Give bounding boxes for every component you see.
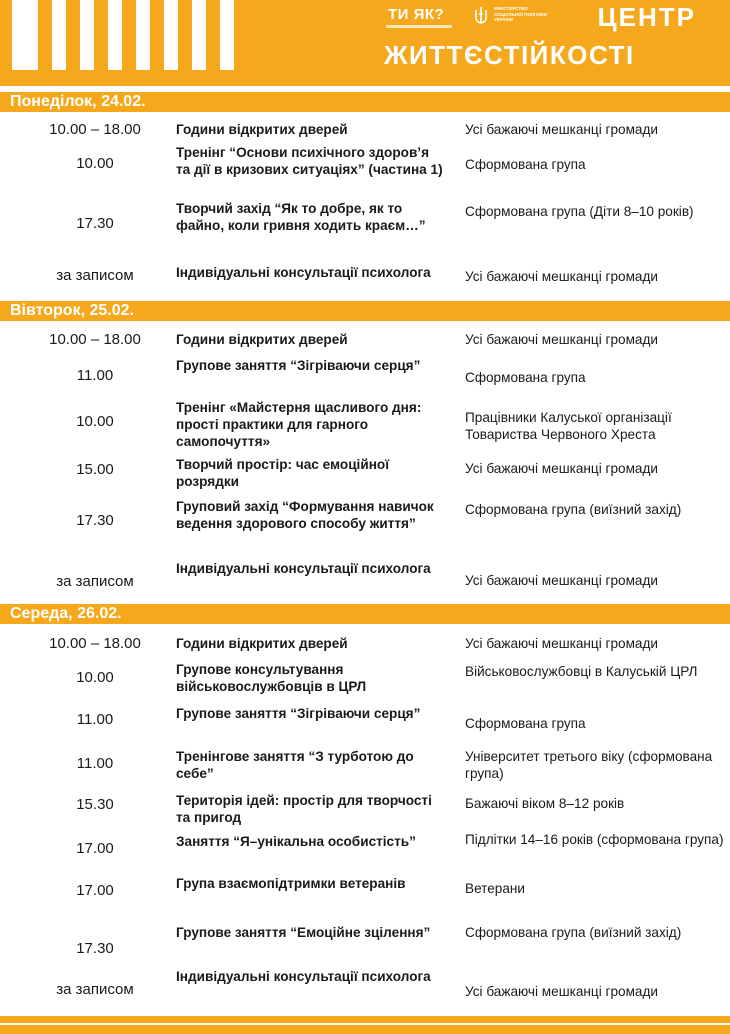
footer-bar	[0, 1016, 730, 1034]
row-audience: Сформована група	[465, 157, 586, 172]
row-title: Групове заняття “Зігріваючи серця”	[176, 706, 421, 721]
row-audience: Університет третього віку (сформована група)	[465, 749, 713, 781]
row-title: Груповий захід “Формування навичок ведення здорового способу життя”	[176, 499, 434, 531]
row-time: 11.00	[76, 755, 114, 772]
row-audience: Підлітки 14–16 років (сформована група)	[465, 832, 724, 847]
center-title-line1: ЦЕНТР	[597, 2, 696, 32]
row-time: за записом	[56, 981, 134, 998]
stripes-decoration	[12, 0, 248, 70]
row-audience: Сформована група (виїзний захід)	[465, 925, 682, 940]
row-time: 10.00 – 18.00	[49, 635, 141, 652]
row-time: 10.00	[76, 413, 114, 430]
row-time: 17.00	[76, 882, 114, 899]
row-title: Групове заняття “Емоційне зцілення”	[176, 925, 431, 940]
row-title: Індивідуальні консультації психолога	[176, 969, 431, 984]
row-audience: Військовослужбовці в Калуській ЦРЛ	[465, 664, 698, 679]
row-title: Групове заняття “Зігріваючи серця”	[176, 358, 421, 373]
row-time: 15.00	[76, 461, 114, 478]
row-audience: Працівники Калуської організації Товариства Червоного Хреста	[465, 410, 672, 442]
row-title: Група взаємопідтримки ветеранів	[176, 876, 406, 891]
row-title: Тренінгове заняття “З турботою до себе”	[176, 749, 414, 781]
day-header-wednesday	[0, 602, 730, 624]
row-time: 17.30	[76, 940, 114, 957]
row-title: Години відкритих дверей	[176, 636, 348, 651]
row-title: Тренінг «Майстерня щасливого дня: прості практики для гарного самопочуття»	[176, 400, 422, 449]
row-time: 10.00	[76, 155, 114, 172]
row-audience: Усі бажаючі мешканці громади	[465, 269, 659, 284]
row-audience: Сформована група (виїзний захід)	[465, 502, 682, 517]
row-time: 10.00	[76, 669, 114, 686]
tiyak-logo-underline	[386, 25, 452, 28]
day-label: Понеділок, 24.02.	[10, 93, 146, 110]
row-title: Години відкритих дверей	[176, 122, 348, 137]
day-label: Вівторок, 25.02.	[10, 302, 134, 319]
row-title: Заняття “Я–унікальна особистість”	[176, 834, 416, 849]
row-audience: Сформована група (Діти 8–10 років)	[465, 204, 694, 219]
day-header-monday	[0, 90, 730, 112]
row-audience: Усі бажаючі мешканці громади	[465, 573, 659, 588]
row-audience: Усі бажаючі мешканці громади	[465, 332, 659, 347]
row-time: 17.00	[76, 840, 114, 857]
row-audience: Ветерани	[465, 881, 526, 896]
row-audience: Усі бажаючі мешканці громади	[465, 636, 659, 651]
row-title: Територія ідей: простір для творчості та пригод	[176, 793, 432, 825]
row-audience: Усі бажаючі мешканці громади	[465, 461, 659, 476]
row-time: 11.00	[76, 367, 114, 384]
row-title: Години відкритих дверей	[176, 332, 348, 347]
center-title-line2: ЖИТТЄСТІЙКОСТІ	[384, 40, 635, 70]
header-banner	[0, 0, 730, 86]
day-label: Середа, 26.02.	[10, 605, 122, 622]
row-time: 10.00 – 18.00	[49, 121, 141, 138]
row-title: Індивідуальні консультації психолога	[176, 561, 431, 576]
row-time: 17.30	[76, 215, 114, 232]
trident-icon	[474, 6, 488, 26]
row-time: 10.00 – 18.00	[49, 331, 141, 348]
day-header-tuesday	[0, 299, 730, 321]
row-time: 15.30	[76, 796, 114, 813]
row-time: за записом	[56, 573, 134, 590]
row-audience: Сформована група	[465, 716, 586, 731]
row-time: за записом	[56, 267, 134, 284]
row-title: Індивідуальні консультації психолога	[176, 265, 431, 280]
tiyak-logo: ТИ ЯК?	[388, 6, 445, 23]
row-audience: Усі бажаючі мешканці громади	[465, 122, 659, 137]
row-audience: Бажаючі віком 8–12 років	[465, 796, 625, 811]
footer-divider	[0, 1023, 730, 1025]
row-title: Творчий простір: час емоційної розрядки	[176, 457, 390, 489]
row-title: Творчий захід “Як то добре, як то файно, коли гривня ходить краєм…”	[176, 201, 426, 233]
row-audience: Усі бажаючі мешканці громади	[465, 984, 659, 999]
row-time: 11.00	[76, 711, 114, 728]
row-title: Групове консультування військовослужбовців в ЦРЛ	[176, 662, 367, 694]
row-audience: Сформована група	[465, 370, 586, 385]
row-time: 17.30	[76, 512, 114, 529]
ministry-label: МІНІСТЕРСТВО СОЦІАЛЬНОЇ ПОЛІТИКИ УКРАЇНИ	[494, 6, 548, 22]
row-title: Тренінг “Основи психічного здоров’я та дії в кризових ситуаціях” (частина 1)	[176, 145, 443, 177]
